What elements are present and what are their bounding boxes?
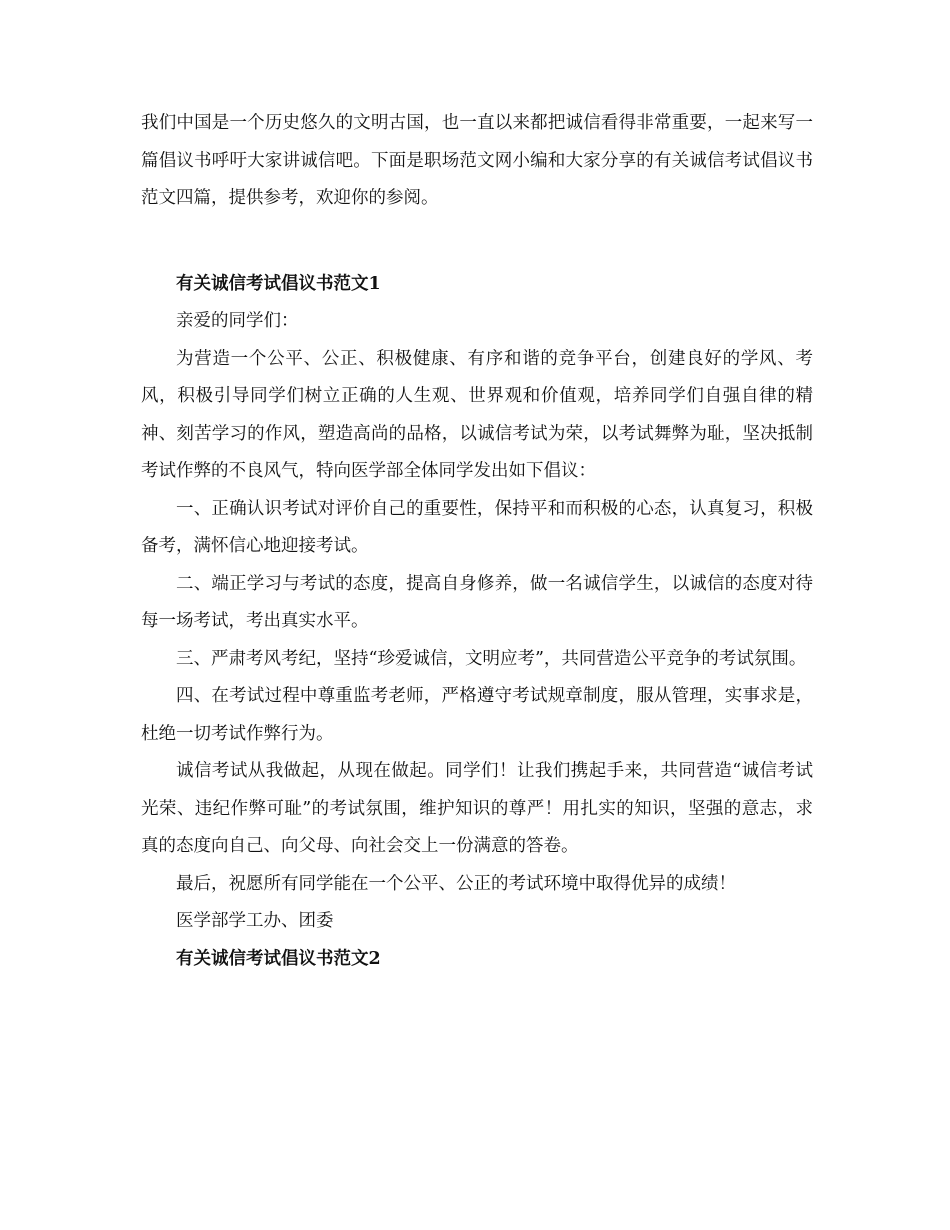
section-heading-1: 有关诚信考试倡议书范文1 [176, 273, 381, 294]
document-body [141, 105, 813, 978]
body-paragraph-item-3: 三、严肃考风考纪，坚持“珍爱诚信，文明应考”，共同营造公平竞争的考试氛围。 [176, 648, 807, 669]
body-paragraph-call: 诚信考试从我做起，从现在做起。同学们！让我们携起手来，共同营造“诚信考试光荣、违纪作弊可耻”的考试氛围，维护知识的尊严！用扎实的知识，坚强的意志，求真的态度向自己、向父母、向社会交上一份满意的答卷。 [141, 761, 813, 856]
section-spacer [141, 218, 813, 266]
body-paragraph-closing: 最后，祝愿所有同学能在一个公平、公正的考试环境中取得优异的成绩！ [176, 873, 736, 894]
signature: 医学部学工办、团委 [176, 911, 334, 931]
body-paragraph-item-1: 一、正确认识考试对评价自己的重要性，保持平和而积极的心态，认真复习，积极备考，满怀信心地迎接考试。 [141, 498, 813, 556]
salutation: 亲爱的同学们： [176, 311, 299, 331]
body-paragraph-purpose: 为营造一个公平、公正、积极健康、有序和谐的竞争平台，创建良好的学风、考风，积极引导同学们树立正确的人生观、世界观和价值观，培养同学们自强自律的精神、刻苦学习的作风，塑造高尚的品格，以诚信考试为荣，以考试舞弊为耻，坚决抵制考试作弊的不良风气，特向医学部全体同学发出如下倡议： [141, 348, 813, 481]
body-paragraph-item-4: 四、在考试过程中尊重监考老师，严格遵守考试规章制度，服从管理，实事求是，杜绝一切考试作弊行为。 [141, 686, 813, 744]
body-paragraph-item-2: 二、端正学习与考试的态度，提高自身修养，做一名诚信学生，以诚信的态度对待每一场考试，考出真实水平。 [141, 573, 813, 631]
intro-paragraph: 我们中国是一个历史悠久的文明古国，也一直以来都把诚信看得非常重要，一起来写一篇倡议书呼吁大家讲诚信吧。下面是职场范文网小编和大家分享的有关诚信考试倡议书范文四篇，提供参考，欢迎你的参阅。 [141, 113, 813, 208]
section-heading-2: 有关诚信考试倡议书范文2 [176, 948, 381, 969]
